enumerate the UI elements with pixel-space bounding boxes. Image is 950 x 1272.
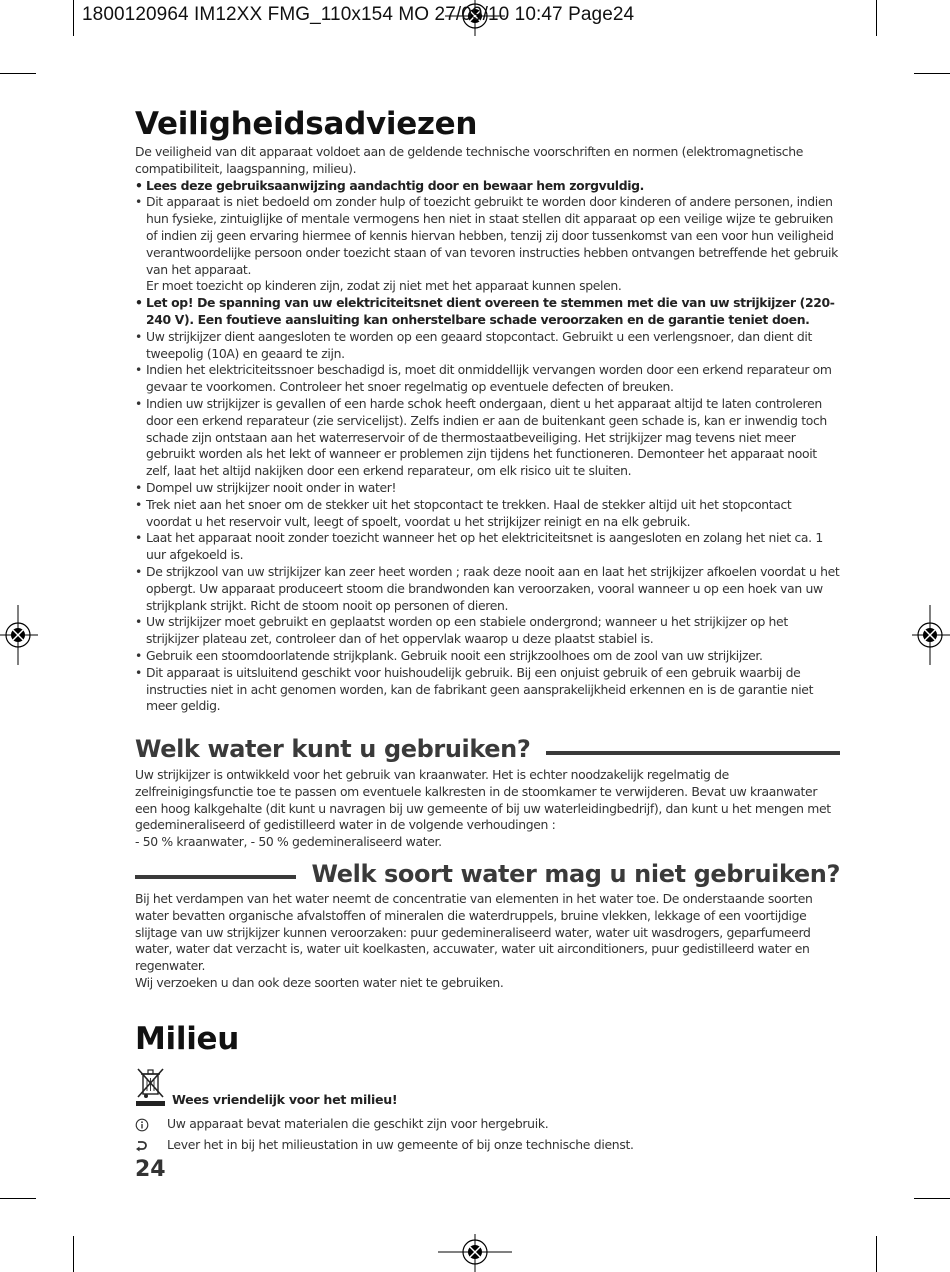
safety-list-item (135, 194, 840, 295)
safety-title: Veiligheidsadviezen (135, 106, 478, 142)
crop-mark (73, 1236, 74, 1272)
safety-list-item (135, 614, 840, 648)
page-number: 24 (135, 1157, 166, 1183)
safety-list-item (135, 497, 840, 531)
safety-list-item (135, 362, 840, 396)
safety-item-text: Uw strijkijzer moet gebruikt en geplaatst worden op een stabiele ondergrond; wanneer u het strijkijzer op het strijkijzer plateau zet, controleer dan of het oppervlak waarop u deze plaatst stabiel is. (146, 614, 788, 647)
print-slug: 1800120964 IM12XX FMG_110x154 MO 27/09/10 10:47 Page24 (82, 4, 635, 25)
info-line-recycle (135, 1116, 840, 1137)
environment-title: Milieu (135, 1020, 240, 1057)
safety-item-extra: Er moet toezicht op kinderen zijn, zodat zij niet met het apparaat kunnen spelen. (146, 278, 622, 294)
safety-intro: De veiligheid van dit apparaat voldoet aan de geldende technische voorschriften en normen (elektromagnetische compatibiliteit, laagspanning, milieu). (135, 144, 803, 176)
safety-list-item (135, 665, 840, 715)
water-body: Uw strijkijzer is ontwikkeld voor het gebruik van kraanwater. Het is echter noodzakelijk regelmatig de zelfreinigingsfunctie toe te passen om eventuele kalkresten in de stoomkamer te verwijderen. Bevat uw kraanwater een hoog kalkgehalte (dit kunt u navragen bij uw gemeente of bij uw waterleidingbedrijf), dan kunt u het mengen met gedemineraliseerd of gedistilleerd water in de volgende verhoudingen : (135, 767, 831, 833)
crop-mark (876, 1236, 877, 1272)
safety-item-text: Dit apparaat is uitsluitend geschikt voor huishoudelijk gebruik. Bij een onjuist gebruik of een gebruik waarbij de instructies niet in acht genomen worden, kan de fabrikant geen aansprakelijkheid erkennen en is de garantie niet meer geldig. (146, 664, 814, 714)
info-icon (135, 1116, 167, 1137)
page-content (135, 104, 840, 1183)
safety-list-item (135, 530, 840, 564)
crop-mark (914, 73, 950, 74)
eco-label: Wees vriendelijk voor het milieu! (172, 1091, 398, 1107)
safety-item-text: Lees deze gebruiksaanwijzing aandachtig door en bewaar hem zorgvuldig. (146, 177, 644, 193)
arrow-return-icon (135, 1137, 167, 1158)
water-heading-row (135, 734, 840, 764)
notwater-title: Welk soort water mag u niet gebruiken? (311, 860, 840, 889)
weee-bin-icon (135, 1067, 166, 1107)
safety-list-item (135, 396, 840, 480)
crop-mark (914, 1198, 950, 1199)
safety-item-text: Let op! De spanning van uw elektriciteitsnet dient overeen te stemmen met die van uw strijkijzer (220-240 V). Een foutieve aansluiting kan onherstelbare schade veroorzaken en de garantie teniet doen. (146, 295, 835, 327)
crop-mark (0, 1198, 36, 1199)
safety-item-text: Dit apparaat is niet bedoeld om zonder hulp of toezicht gebruikt te worden door kinderen of andere personen, indien hun fysieke, zintuiglijke of mentale vermogens hen niet in staat stellen dit apparaat op een veilige wijze te gebruiken of indien zij geen ervaring hiermee of kennis hiervan hebben, tenzij zij door tussenkomst van een voor hun veiligheid verantwoordelijke persoon onder toezicht staan of van tevoren instructies hebben ontvangen betreffende het gebruik van het apparaat. (146, 194, 838, 277)
notwater-heading-row (135, 859, 840, 889)
safety-list-item (135, 564, 840, 614)
water-ratio: - 50 % kraanwater, - 50 % gedemineraliseerd water. (135, 834, 442, 850)
water-title: Welk water kunt u gebruiken? (135, 735, 531, 764)
heading-rule (546, 751, 840, 755)
registration-mark-icon (0, 605, 40, 665)
crop-mark (0, 73, 36, 74)
registration-mark-icon (910, 605, 950, 665)
safety-list-item (135, 295, 840, 329)
safety-list-item (135, 480, 840, 497)
safety-list-item (135, 648, 840, 665)
info-line-return (135, 1137, 840, 1158)
safety-list (135, 178, 840, 716)
safety-item-text: Indien uw strijkijzer is gevallen of een harde schok heeft ondergaan, dient u het apparaat altijd te laten controleren door een erkend reparateur (zie servicelijst). Zelfs indien er aan de buitenkant geen schade is, kan er inwendig toch schade zijn ontstaan aan het waterreservoir of de thermostaatbeveiliging. Het strijkijzer mag tevens niet meer gebruikt worden als het lekt of wanneer er problemen zijn tijdens het functioneren. Demonteer het apparaat nooit zelf, laat het altijd nakijken door een erkend reparateur, om elk risico uit te sluiten. (146, 395, 827, 479)
safety-item-text: Dompel uw strijkijzer nooit onder in water! (146, 479, 397, 495)
safety-item-text: Gebruik een stoomdoorlatende strijkplank. Gebruik nooit een strijkzoolhoes om de zool van uw strijkijzer. (146, 647, 763, 663)
safety-list-item (135, 178, 840, 195)
registration-mark-icon (438, 1232, 512, 1272)
environment-line-2: Lever het in bij het milieustation in uw gemeente of bij onze technische dienst. (167, 1136, 634, 1152)
crop-mark (876, 0, 877, 36)
environment-line-1: Uw apparaat bevat materialen die geschikt zijn voor hergebruik. (167, 1115, 549, 1131)
crop-mark (73, 0, 74, 36)
safety-item-text: Laat het apparaat nooit zonder toezicht wanneer het op het elektriciteitsnet is aangesloten en zolang het niet ca. 1 uur afgekoeld is. (146, 530, 823, 563)
safety-list-item (135, 329, 840, 363)
safety-item-text: Uw strijkijzer dient aangesloten te worden op een geaard stopcontact. Gebruikt u een verlengsnoer, dan dient dit tweepolig (10A) en geaard te zijn. (146, 328, 812, 361)
heading-rule (135, 875, 296, 879)
notwater-closing: Wij verzoeken u dan ook deze soorten water niet te gebruiken. (135, 975, 504, 991)
safety-item-text: Indien het elektriciteitssnoer beschadigd is, moet dit onmiddellijk vervangen worden door een erkend reparateur om gevaar te voorkomen. Controleer het snoer regelmatig op eventuele defecten of breuken. (146, 362, 832, 395)
eco-row (135, 1067, 840, 1107)
safety-item-text: Trek niet aan het snoer om de stekker uit het stopcontact te trekken. Haal de stekker altijd uit het stopcontact voordat u het reservoir vult, leegt of spoelt, voordat u het strijkijzer reinigt en na elk gebruik. (146, 496, 792, 529)
notwater-body: Bij het verdampen van het water neemt de concentratie van elementen in het water toe. De onderstaande soorten water bevatten organische afvalstoffen of mineralen die waterdruppels, bruine vlekken, lekkage of een voortijdige slijtage van uw strijkijzer kunnen veroorzaken: puur gedemineraliseerd water, water uit wasdrogers, geparfumeerd water, water dat verzacht is, water uit koelkasten, accuwater, water uit airconditioners, puur gedistilleerd water en regenwater. (135, 891, 813, 974)
safety-item-text: De strijkzool van uw strijkijzer kan zeer heet worden ; raak deze nooit aan en laat het strijkijzer afkoelen voordat u het opbergt. Uw apparaat produceert stoom die brandwonden kan veroorzaken, vooral wanneer u op een hoek van uw strijkplank strijkt. Richt de stoom nooit op personen of dieren. (146, 563, 840, 613)
